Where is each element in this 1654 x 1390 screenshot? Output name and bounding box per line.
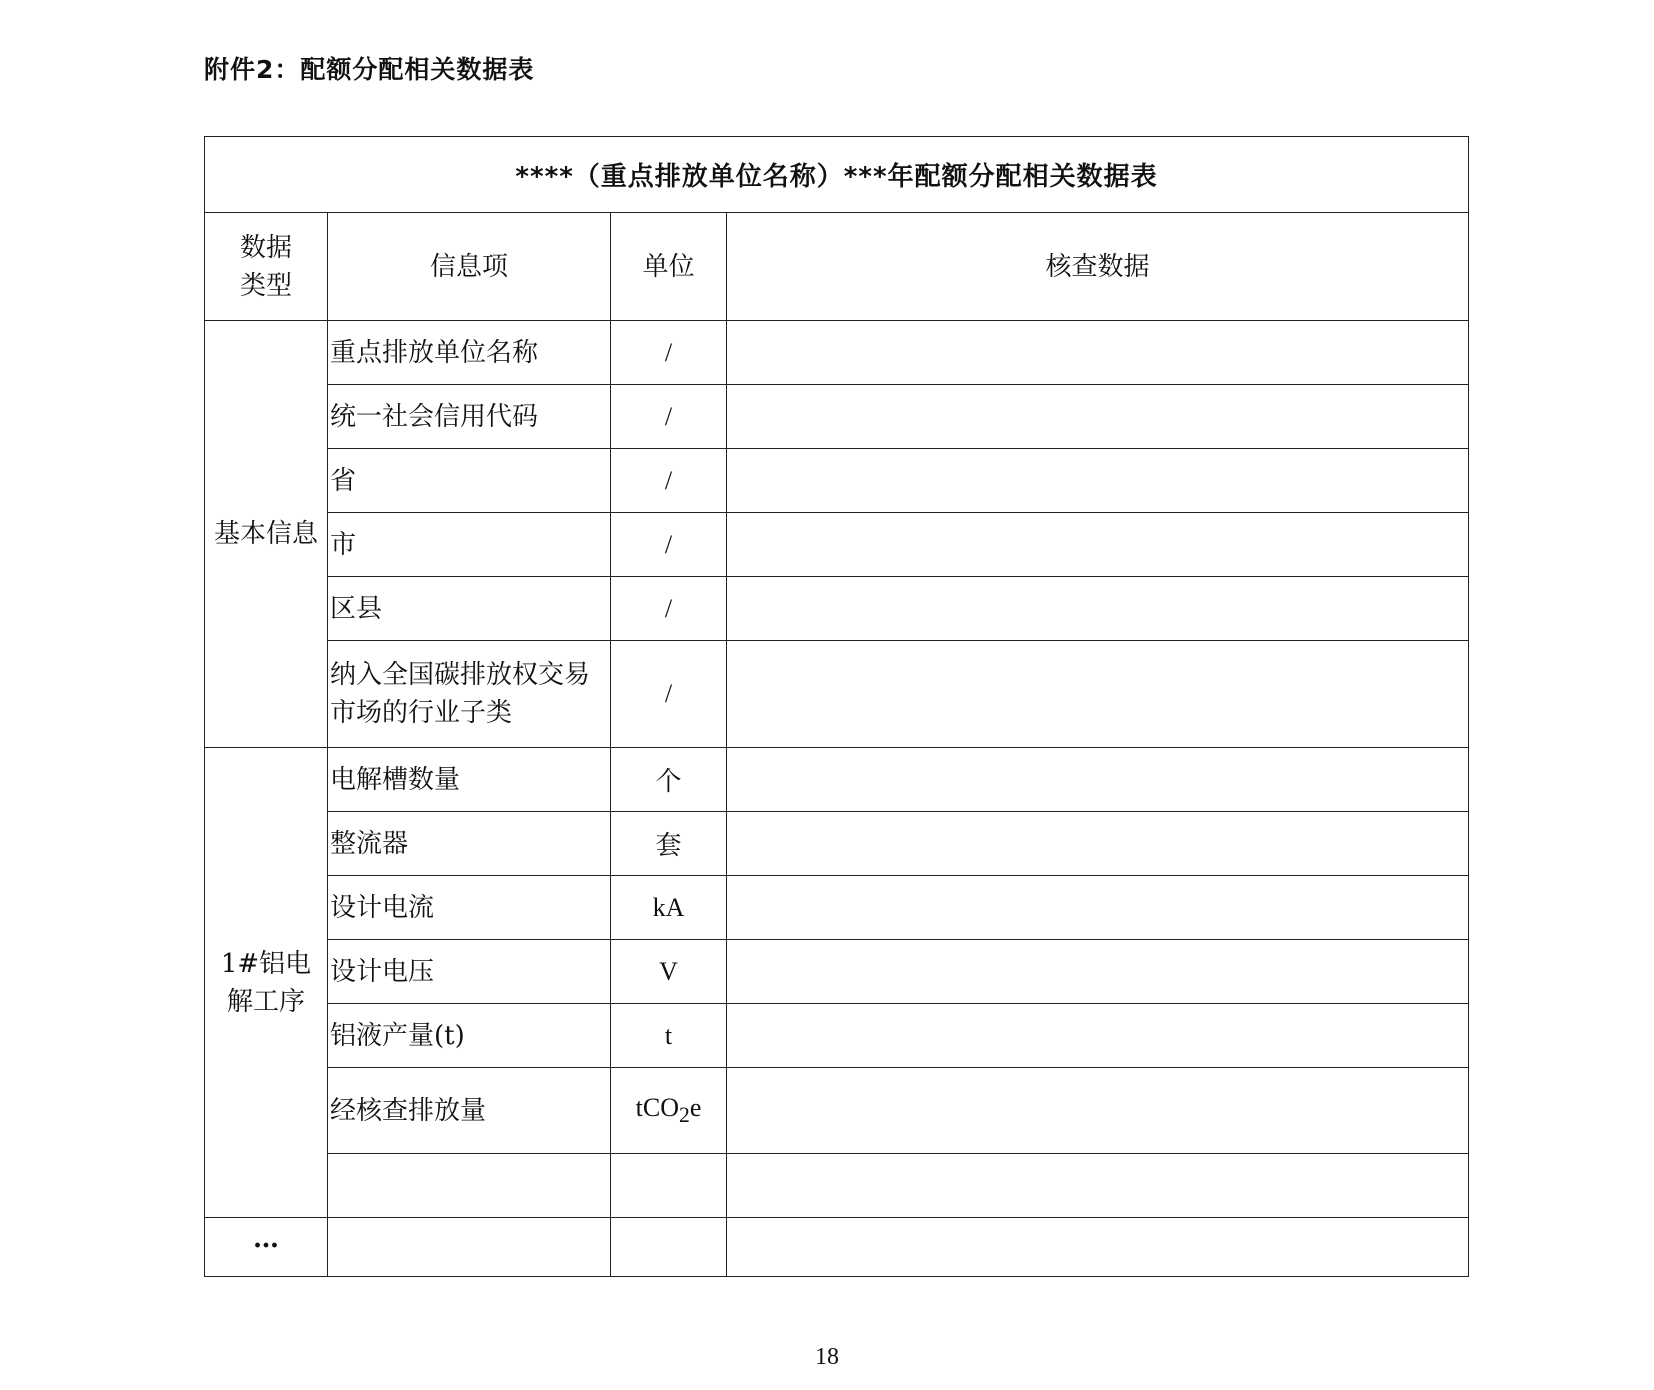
verified-data-cell[interactable] <box>727 513 1469 577</box>
data-type-electrolysis: 1#铝电解工序 <box>205 748 328 1218</box>
info-item-cell: 市 <box>328 513 611 577</box>
verified-data-cell[interactable] <box>727 385 1469 449</box>
verified-data-cell[interactable] <box>727 321 1469 385</box>
table-row <box>205 385 1469 449</box>
table-row <box>205 641 1469 748</box>
info-item-cell: 重点排放单位名称 <box>328 321 611 385</box>
unit-cell: t <box>611 1004 727 1068</box>
table-row <box>205 748 1469 812</box>
unit-subscript: 2 <box>678 1103 690 1128</box>
verified-data-cell[interactable] <box>727 641 1469 748</box>
table-row <box>205 1218 1469 1277</box>
info-item-cell[interactable] <box>328 1218 611 1277</box>
info-item-cell: 省 <box>328 449 611 513</box>
data-type-more: … <box>205 1218 328 1277</box>
info-item-cell[interactable] <box>328 1154 611 1218</box>
page-number: 18 <box>815 1344 839 1370</box>
verified-data-cell[interactable] <box>727 1154 1469 1218</box>
verified-data-cell[interactable] <box>727 812 1469 876</box>
verified-data-cell[interactable] <box>727 449 1469 513</box>
unit-prefix: tCO <box>635 1092 679 1122</box>
info-item-cell: 设计电压 <box>328 940 611 1004</box>
verified-data-cell[interactable] <box>727 577 1469 641</box>
verified-data-cell[interactable] <box>727 940 1469 1004</box>
unit-cell: V <box>611 940 727 1004</box>
unit-cell: kA <box>611 876 727 940</box>
unit-cell: / <box>611 449 727 513</box>
table-row <box>205 1004 1469 1068</box>
table-row <box>205 321 1469 385</box>
info-item-cell: 整流器 <box>328 812 611 876</box>
table-row <box>205 1068 1469 1154</box>
info-item-cell: 统一社会信用代码 <box>328 385 611 449</box>
info-item-cell: 纳入全国碳排放权交易市场的行业子类 <box>328 641 611 748</box>
unit-cell: / <box>611 577 727 641</box>
verified-data-cell[interactable] <box>727 1068 1469 1154</box>
unit-cell[interactable] <box>611 1154 727 1218</box>
unit-cell[interactable] <box>611 1218 727 1277</box>
header-verified-data: 核查数据 <box>727 213 1469 321</box>
unit-suffix: e <box>689 1092 702 1122</box>
data-type-basic: 基本信息 <box>205 321 328 748</box>
table-row <box>205 513 1469 577</box>
info-item-cell: 经核查排放量 <box>328 1068 611 1154</box>
info-item-cell: 设计电流 <box>328 876 611 940</box>
info-item-cell: 电解槽数量 <box>328 748 611 812</box>
table-row <box>205 449 1469 513</box>
table-row <box>205 940 1469 1004</box>
unit-cell: 套 <box>611 812 727 876</box>
header-unit: 单位 <box>611 213 727 321</box>
verified-data-cell[interactable] <box>727 748 1469 812</box>
table-row <box>205 812 1469 876</box>
unit-cell: / <box>611 385 727 449</box>
info-item-cell: 区县 <box>328 577 611 641</box>
info-item-cell: 铝液产量(t) <box>328 1004 611 1068</box>
table-row <box>205 1154 1469 1218</box>
header-info-item: 信息项 <box>328 213 611 321</box>
attachment-title: 附件2：配额分配相关数据表 <box>204 55 535 84</box>
verified-data-cell[interactable] <box>727 1218 1469 1277</box>
unit-cell: / <box>611 513 727 577</box>
unit-cell: 个 <box>611 748 727 812</box>
verified-data-cell[interactable] <box>727 1004 1469 1068</box>
unit-cell: / <box>611 641 727 748</box>
table-row <box>205 577 1469 641</box>
table-title: ****（重点排放单位名称）***年配额分配相关数据表 <box>205 137 1469 213</box>
verified-data-cell[interactable] <box>727 876 1469 940</box>
unit-cell: / <box>611 321 727 385</box>
table-row <box>205 876 1469 940</box>
header-data-type: 数据类型 <box>205 213 328 321</box>
allocation-data-table <box>204 136 1469 1277</box>
unit-cell <box>611 1068 727 1154</box>
